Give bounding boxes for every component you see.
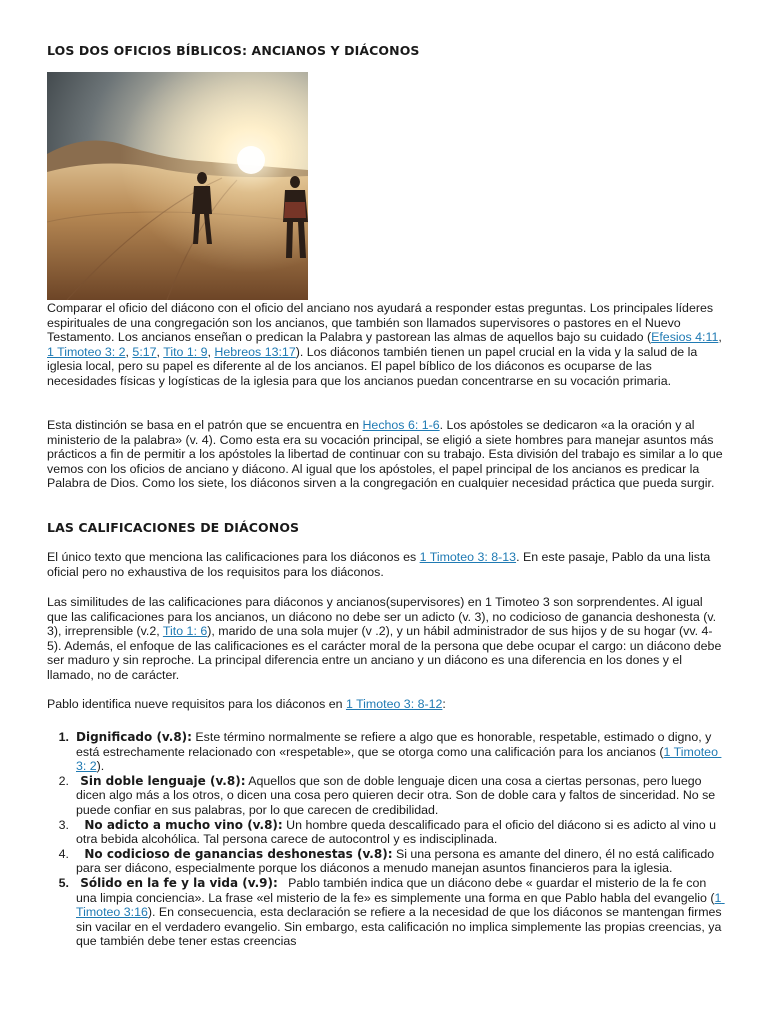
scripture-link[interactable]: Efesios 4:11 [651, 330, 719, 345]
body-text: El único texto que menciona las calificaciones para los diáconos es [47, 550, 420, 564]
body-text: , [207, 344, 215, 359]
requirement-title: Sin doble lenguaje (v.8): [76, 773, 246, 788]
scripture-link[interactable]: Hebreos 13:17 [214, 344, 296, 359]
scripture-link[interactable]: 1 Timoteo 3: 2 [76, 744, 722, 774]
requirement-item [47, 730, 723, 774]
body-text: , [156, 344, 164, 359]
requirement-item [47, 818, 723, 847]
body-text: , [718, 330, 722, 345]
requirement-item [47, 875, 726, 949]
body-text: Esta distinción se basa en el patrón que se encuentra en [47, 418, 363, 432]
article-title: LOS DOS OFICIOS BÍBLICOS: ANCIANOS Y DIÁCONOS [47, 43, 420, 58]
body-text: ). [96, 759, 105, 774]
scripture-link[interactable]: 5:17 [132, 344, 157, 359]
scripture-link[interactable]: 1 Timoteo 3: 8-13 [419, 550, 517, 564]
body-text: Si una persona es amante del dinero, él no está calificado para ser diácono, especialmente porque los diáconos a menudo manejan asuntos financieros para la iglesia. [76, 846, 718, 876]
body-text: : [442, 697, 446, 711]
scripture-link[interactable]: 1 Timoteo 3: 8-12 [345, 697, 443, 711]
body-text: Este término normalmente se refiere a algo que es honorable, respetable, estimado o digno, y está estrechamente relacionado con «respetable», que se otorga como una calificación para los ancianos ( [76, 730, 715, 759]
scripture-link[interactable]: Tito 1: 9 [163, 344, 208, 359]
paragraph-unico-texto [47, 550, 723, 579]
requirement-number: 5. [58, 875, 69, 890]
scripture-link[interactable]: 1 Timoteo 3:16 [76, 890, 725, 920]
paragraph-hechos [47, 418, 723, 491]
body-text: ), marido de una sola mujer (v .2), y un hábil administrador de sus hijos y de su hogar (vv. 4-5). Además, el enfoque de las calificaciones es el carácter moral de la persona que debe ocupar el cargo: un diácono debe ser maduro y sin reproche. La principal diferencia entre un anciano y un diácono es una diferencia en los dones y el llamado, no de carácter. [47, 624, 722, 682]
body-text: Un hombre queda descalificado para el oficio del diácono si es adicto al vino u otra bebida alcohólica. Tal persona carece de autocontrol y es indisciplinada. [76, 817, 720, 847]
scripture-link[interactable]: Hechos 6: 1-6 [362, 418, 440, 432]
requirement-number: 4. [58, 846, 69, 861]
paragraph-nueve-requisitos [47, 697, 723, 712]
body-text: Pablo identifica nueve requisitos para los diáconos en [47, 697, 346, 711]
requirements-list [47, 730, 726, 949]
requirement-title: Sólido en la fe y la vida (v.9): [76, 875, 278, 890]
requirement-item [47, 774, 723, 818]
body-text: Aquellos que son de doble lenguaje dicen una cosa a ciertas personas, pero luego dicen algo más a los otros, o dicen una cosa pero quieren decir otra. Son de doble cara y faltos de sinceridad. No se puede confiar en sus palabras, por lo que carecen de credibilidad. [76, 773, 719, 817]
requirement-title: Dignificado (v.8): [76, 730, 192, 744]
body-text: . En este pasaje, Pablo da una lista oficial pero no exhaustiva de los requisitos para los diáconos. [47, 550, 711, 579]
section-heading-calificaciones: LAS CALIFICACIONES DE DIÁCONOS [47, 520, 300, 535]
requirement-title: No codicioso de ganancias deshonestas (v.8): [76, 846, 393, 861]
paragraph-similitudes [47, 595, 723, 683]
body-text: Pablo también indica que un diácono debe « guardar el misterio de la fe con una limpia conciencia». La frase «el misterio de la fe» es simplemente una forma en que Pablo habla del evangelio ( [76, 875, 715, 905]
desert-photo [47, 72, 308, 300]
requirement-title: No adicto a mucho vino (v.8): [76, 817, 283, 832]
paragraph-intro [47, 301, 723, 389]
requirement-number: 1. [58, 730, 69, 744]
requirement-item [47, 847, 723, 876]
scripture-link[interactable]: Tito 1: 6 [162, 624, 208, 639]
body-text: ). Los diáconos también tienen un papel crucial en la vida y la salud de la iglesia local, pero su papel es diferente al de los ancianos. El papel bíblico de los diáconos es ocuparse de las necesidades físicas y logísticas de la iglesia para que los ancianos puedan concentrarse en su vocación primaria. [47, 344, 698, 388]
scripture-link[interactable]: 1 Timoteo 3: 2 [47, 344, 126, 359]
body-text: . Los apóstoles se dedicaron «a la oración y al ministerio de la palabra» (v. 4). Como esta era su vocación principal, se eligió a siete hombres para manejar asuntos más prácticos a fin de permitir a los apóstoles la libertad de continuar con su trabajo. Esta división del trabajo es similar a lo que vemos con los oficios de anciano y diácono. Al igual que los apóstoles, el papel principal de los ancianos es predicar la Palabra de Dios. Como los siete, los diáconos sirven a la congregación en cualquier necesidad práctica que pueda surgir. [47, 418, 723, 491]
body-text: Comparar el oficio del diácono con el oficio del anciano nos ayudará a responder estas preguntas. Los principales líderes espirituales de una congregación son los ancianos, que también son llamados supervisores o pastores en el Nuevo Testamento. Los ancianos enseñan o predican la Palabra y pastorean las almas de aquellos bajo su cuidado ( [47, 301, 714, 345]
desert-walkers-image [47, 72, 308, 300]
requirement-number: 3. [58, 817, 69, 832]
body-text: ). En consecuencia, esta declaración se refiere a la necesidad de que los diáconos se mantengan firmes sin vacilar en el verdadero evangelio. Sin embargo, esta calificación no implica simplemente las propias creencias, ya que también debe tener estas creencias [76, 905, 726, 949]
requirement-number: 2. [58, 773, 69, 788]
body-text: Las similitudes de las calificaciones para diáconos y ancianos(supervisores) en 1 Timoteo 3 son sorprendentes. Al igual que las calificaciones para los ancianos, un diácono no debe ser un adicto (v. 3), no codicioso de ganancia deshonesta (v. 3), irreprensible (v.2, [47, 595, 717, 639]
body-text: , [125, 344, 133, 359]
